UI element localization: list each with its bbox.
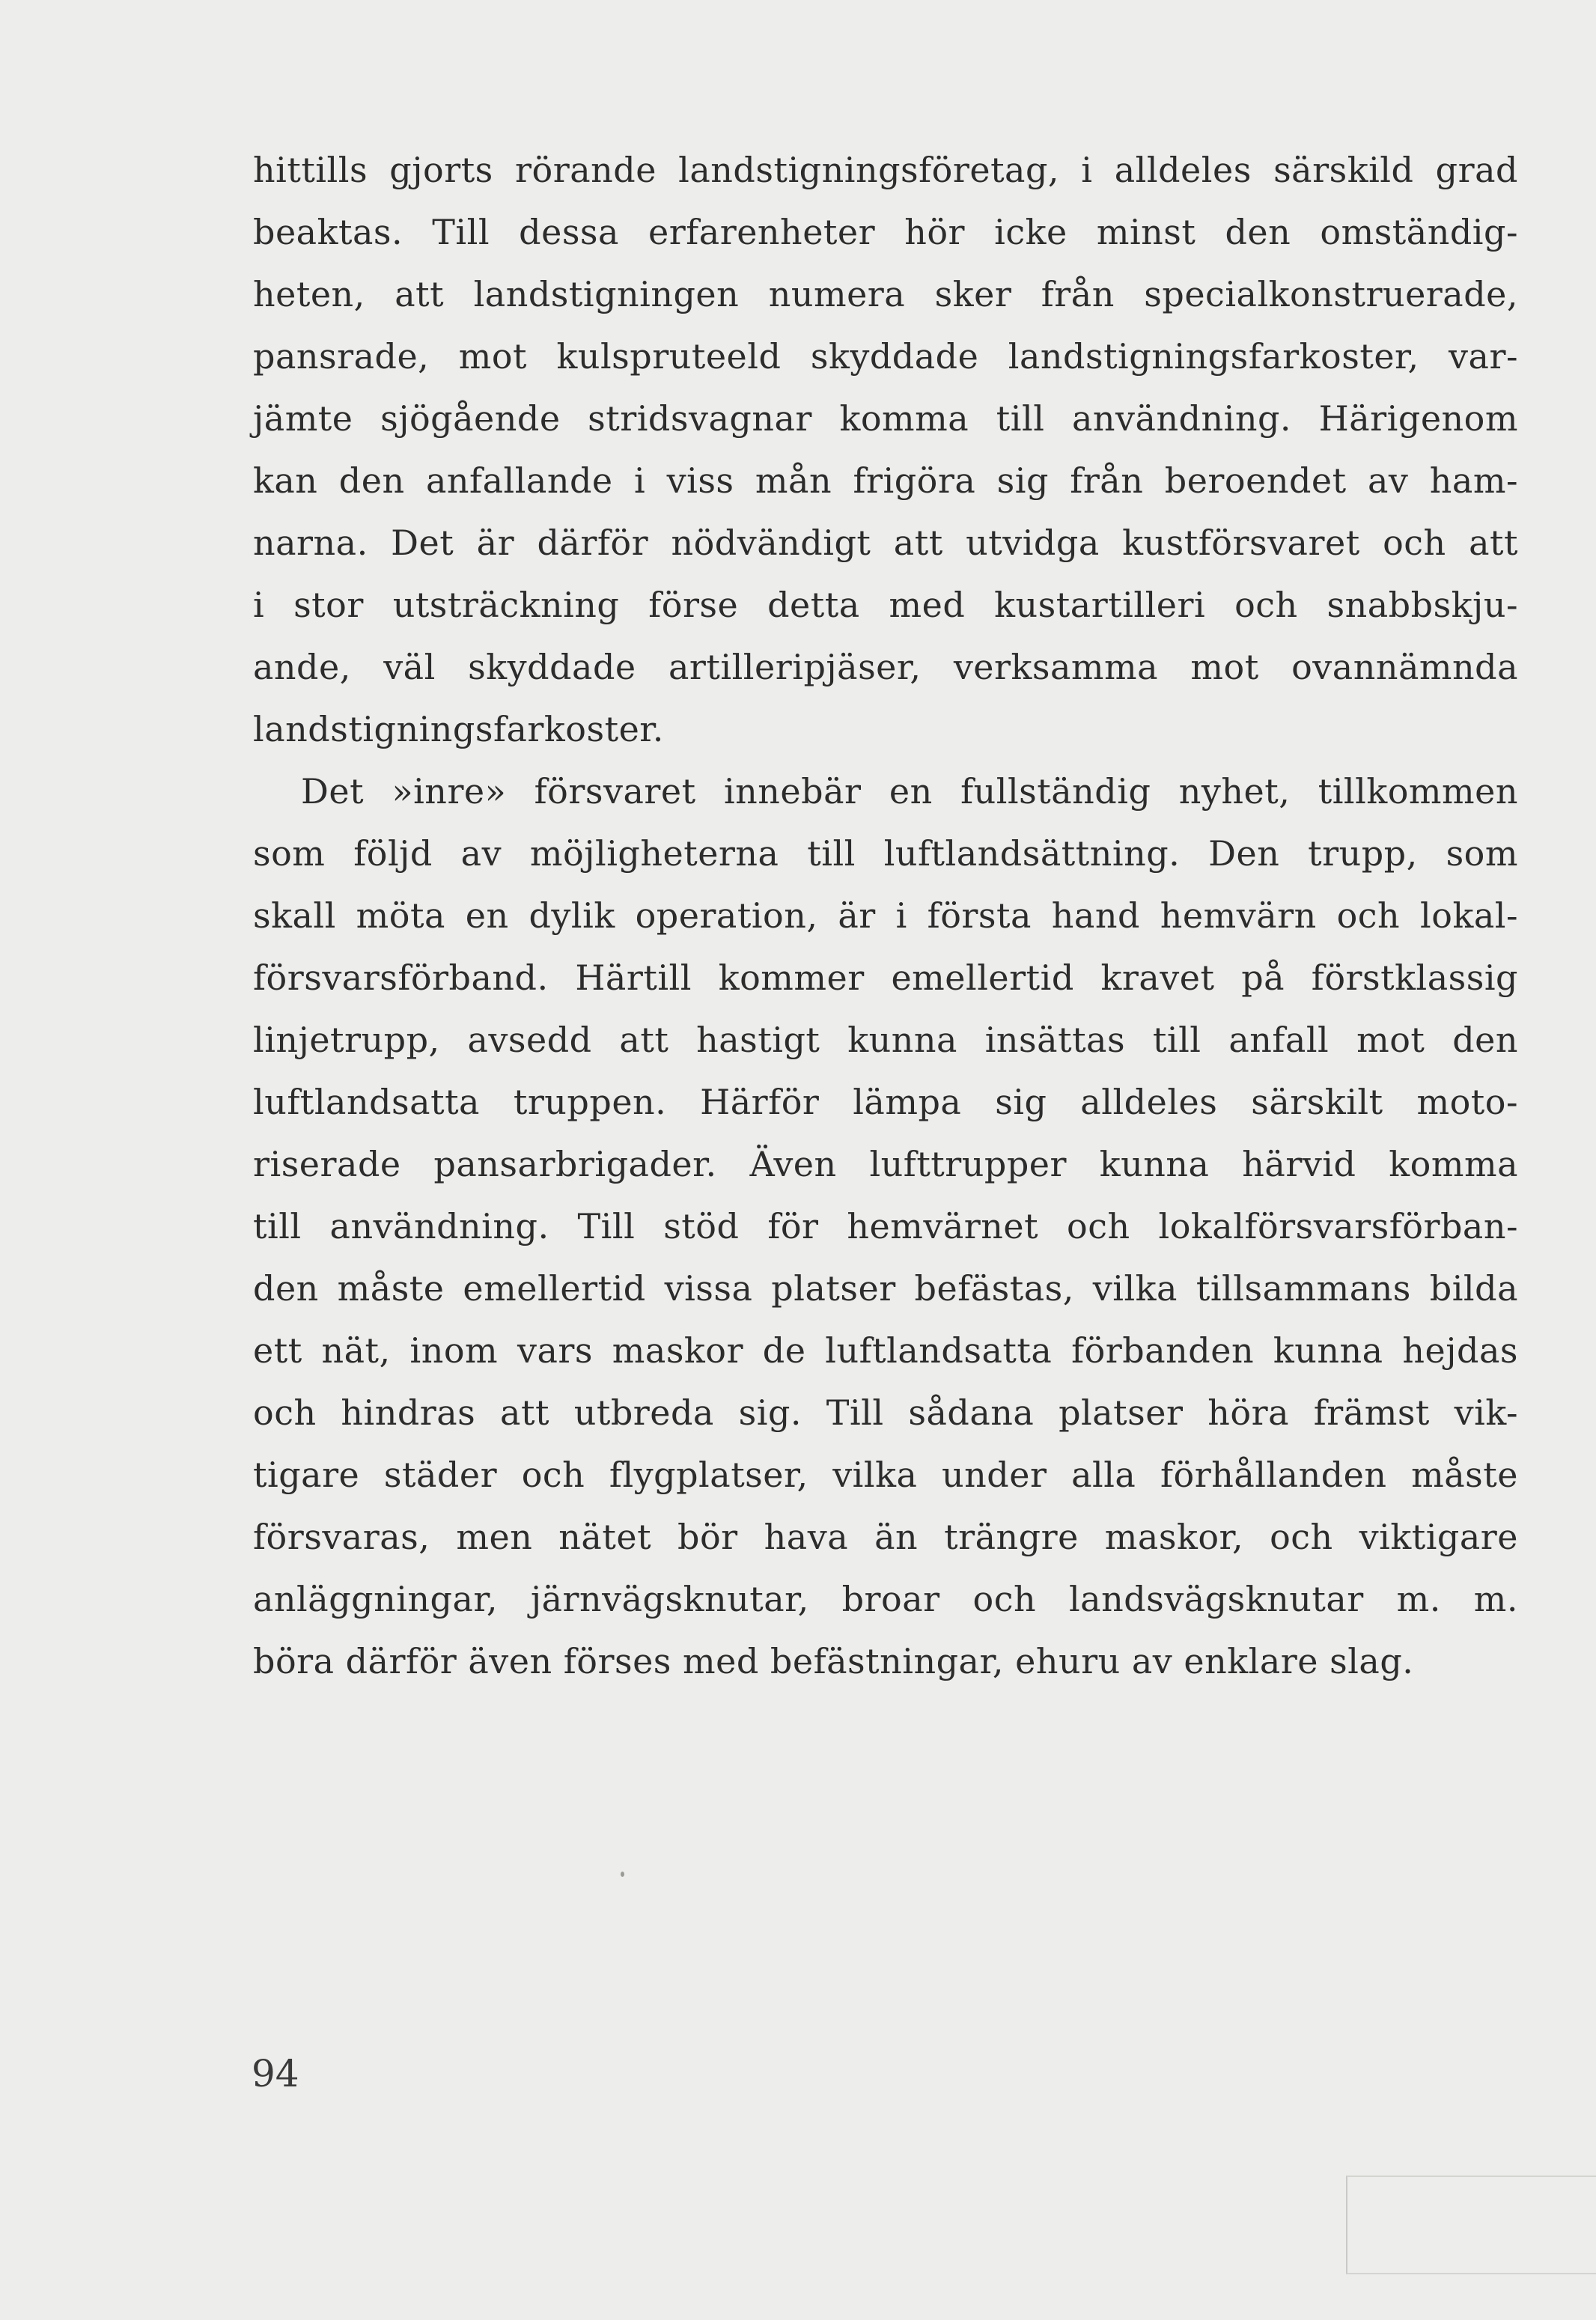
text-line: försvarsförband. Härtill kommer emellertid kravet på förstklassig <box>253 957 1518 998</box>
text-line: beaktas. Till dessa erfarenheter hör icke minst den omständig- <box>253 212 1518 252</box>
text-line: narna. Det är därför nödvändigt att utvidga kustförsvaret och att <box>253 523 1518 563</box>
text-line: skall möta en dylik operation, är i första hand hemvärn och lokal- <box>253 895 1518 936</box>
text-line: hittills gjorts rörande landstigningsföretag, i alldeles särskild grad <box>253 150 1518 190</box>
text-line: ett nät, inom vars maskor de luftlandsatta förbanden kunna hejdas <box>253 1330 1518 1371</box>
text-line: som följd av möjligheterna till luftlandsättning. Den trupp, som <box>253 833 1518 874</box>
text-line: kan den anfallande i viss mån frigöra sig från beroendet av ham- <box>253 460 1518 501</box>
text-line: heten, att landstigningen numera sker från specialkonstruerade, <box>253 274 1518 314</box>
text-line: i stor utsträckning förse detta med kustartilleri och snabbskju- <box>253 585 1518 625</box>
text-line: anläggningar, järnvägsknutar, broar och landsvägsknutar m. m. <box>253 1579 1518 1619</box>
text-line: den måste emellertid vissa platser befästas, vilka tillsammans bilda <box>253 1268 1518 1309</box>
text-line: försvaras, men nätet bör hava än trängre maskor, och viktigare <box>253 1517 1518 1557</box>
text-line: ande, väl skyddade artilleripjäser, verksamma mot ovannämnda <box>253 647 1518 687</box>
scan-edge-mark <box>1346 2176 1596 2274</box>
text-line: riserade pansarbrigader. Även lufttrupper kunna härvid komma <box>253 1144 1518 1184</box>
text-line: till användning. Till stöd för hemvärnet och lokalförsvarsförban- <box>253 1206 1518 1246</box>
text-line: luftlandsatta truppen. Härför lämpa sig alldeles särskilt moto- <box>253 1082 1518 1122</box>
text-line: Det »inre» försvaret innebär en fullständig nyhet, tillkommen <box>301 771 1518 812</box>
text-line: tigare städer och flygplatser, vilka under alla förhållanden måste <box>253 1455 1518 1495</box>
text-line: pansrade, mot kulspruteeld skyddade landstigningsfarkoster, var- <box>253 336 1518 377</box>
text-line: landstigningsfarkoster. <box>253 709 664 749</box>
text-line: böra därför även förses med befästningar, ehuru av enklare slag. <box>253 1641 1414 1681</box>
body-text <box>253 139 1518 1693</box>
paper-speck <box>621 1872 624 1877</box>
text-line: jämte sjögående stridsvagnar komma till användning. Härigenom <box>253 398 1518 439</box>
text-line: linjetrupp, avsedd att hastigt kunna insättas till anfall mot den <box>253 1020 1518 1060</box>
text-line: och hindras att utbreda sig. Till sådana platser höra främst vik- <box>253 1392 1518 1433</box>
page-number: 94 <box>252 2052 299 2095</box>
